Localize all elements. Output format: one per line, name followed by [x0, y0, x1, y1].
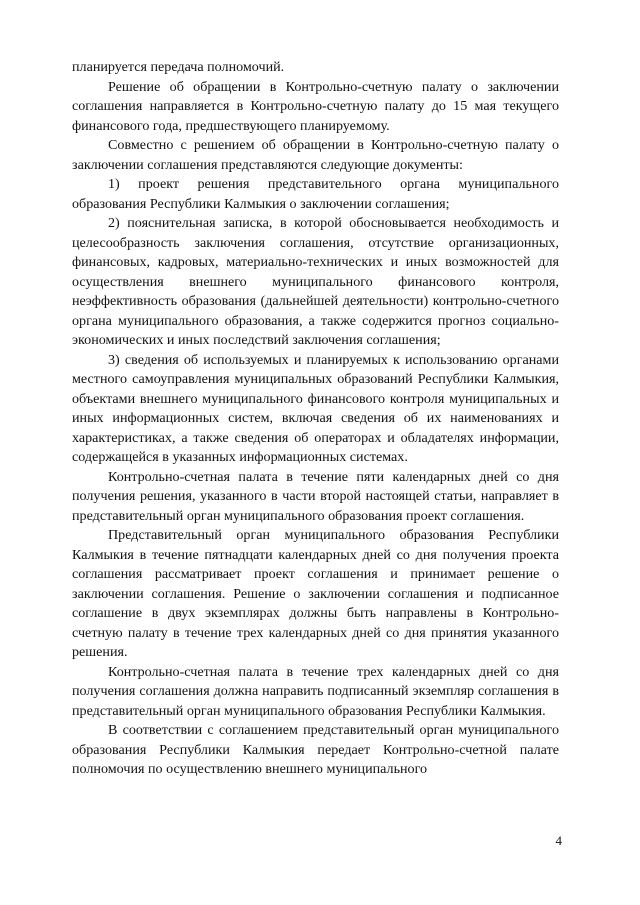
paragraph-signed-copy: Контрольно-счетная палата в течение трех календарных дней со дня получения соглашения должна направить подписанный экземпляр соглашения в представительный орган муниципального образования Республики Калмыкия.	[72, 663, 559, 719]
paragraph-draft-agreement: Контрольно-счетная палата в течение пяти календарных дней со дня получения решения, указанного в части второй настоящей статьи, направляет в представительный орган муниципального образования проект соглашения.	[72, 468, 559, 524]
paragraph-powers-transfer: В соответствии с соглашением представительный орган муниципального образования Республики Калмыкия передает Контрольно-счетной палате полномочия по осуществлению внешнего муниципального	[72, 722, 559, 777]
document-body	[72, 58, 559, 780]
list-item-information-systems: 3) сведения об используемых и планируемых к использованию органами местного самоуправления муниципальных образований Республики Калмыкия, объектами внешнего муниципального финансового контроля муниципальных и иных информационных систем, включая сведения об их наименованиях и характеристиках, а также сведения об операторах и обладателях информации, содержащейся в указанных информационных системах.	[72, 351, 559, 465]
paragraph-continuation: планируется передача полномочий.	[72, 59, 285, 75]
paragraph-submission-deadline: Решение об обращении в Контрольно-счетную палату о заключении соглашения направляется в Контрольно-счетную палату до 15 мая текущего финансового года, предшествующего планируемому.	[72, 78, 559, 134]
paragraph-agreement-review: Представительный орган муниципального образования Республики Калмыкия в течение пятнадцати календарных дней со дня получения проекта соглашения рассматривает проект соглашения и принимает решение о заключении соглашения. Решение о заключении соглашения и подписанное соглашение в двух экземплярах должны быть направлены в Контрольно-счетную палату в течение трех календарных дней со дня принятия указанного решения.	[72, 527, 559, 660]
list-item-explanatory-note: 2) пояснительная записка, в которой обосновывается необходимость и целесообразность заключения соглашения, отсутствие организационных, финансовых, кадровых, материально-технических и иных возможностей для осуществления внешнего муниципального финансового контроля, неэффективность образования (дальнейшей деятельности) контрольно-счетного органа муниципального образования, а также содержится прогноз социально-экономических и иных последствий заключения соглашения;	[72, 215, 559, 348]
paragraph-required-documents: Совместно с решением об обращении в Контрольно-счетную палату о заключении соглашения представляются следующие документы:	[72, 137, 559, 173]
list-item-draft-decision: 1) проект решения представительного органа муниципального образования Республики Калмыкия о заключении соглашения;	[72, 176, 559, 212]
page-number: 4	[555, 833, 562, 848]
